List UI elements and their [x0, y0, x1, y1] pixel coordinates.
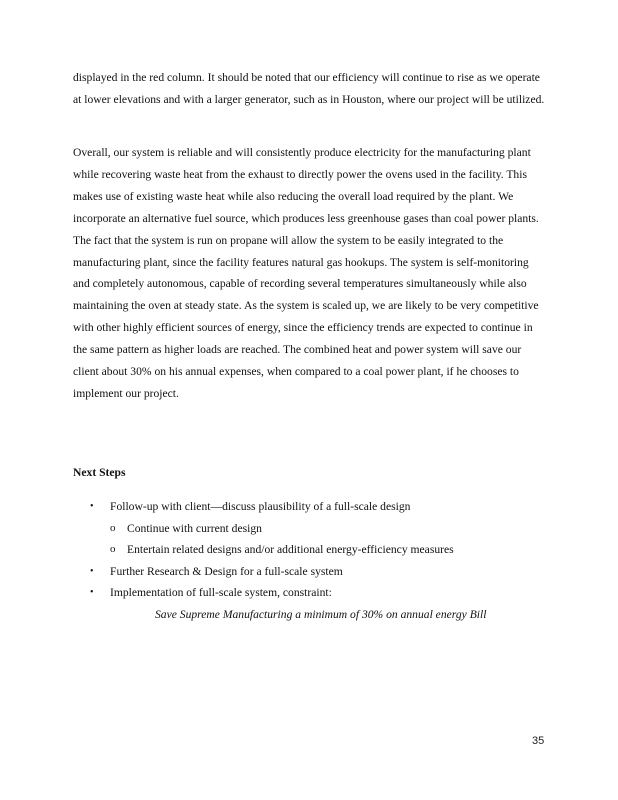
- list-item: [90, 496, 560, 518]
- circle-bullet-icon: o: [110, 521, 116, 534]
- sub-list-item-text: Continue with current design: [127, 521, 262, 535]
- list-item-text: Further Research & Design for a full-scale system: [110, 564, 343, 578]
- sub-list: [90, 518, 560, 561]
- body-paragraph-1: displayed in the red column. It should be noted that our efficiency will continue to rise as we operate at lower elevations and with a larger generator, such as in Houston, where our project will be utilized.: [73, 71, 545, 106]
- bullet-icon: •: [90, 565, 94, 577]
- page-number: 35: [532, 735, 545, 747]
- list-item: [90, 582, 560, 625]
- sub-list-item: [90, 518, 560, 540]
- bullet-icon: •: [90, 501, 94, 512]
- sub-list-item: [90, 539, 560, 561]
- sub-list-container: [90, 518, 560, 561]
- sub-list-item-text: Entertain related designs and/or additional energy-efficiency measures: [127, 543, 454, 556]
- constraint-statement: Save Supreme Manufacturing a minimum of 30% on annual energy Bill: [155, 607, 487, 621]
- list-item-text: Implementation of full-scale system, constraint:: [110, 586, 332, 599]
- bullet-icon: •: [90, 587, 94, 598]
- circle-bullet-icon: o: [110, 543, 116, 555]
- next-steps-heading: Next Steps: [73, 466, 126, 479]
- list-item: [90, 561, 560, 583]
- list-item-text: Follow-up with client—discuss plausibility of a full-scale design: [110, 500, 411, 513]
- next-steps-list: [90, 496, 560, 625]
- body-paragraph-2: Overall, our system is reliable and will consistently produce electricity for the manufacturing plant while recovering waste heat from the exhaust to directly power the ovens used in the facility. This makes use of existing waste heat while also reducing the overall load required by the plant. We incorporate an alternative fuel source, which produces less greenhouse gases than coal power plants. The fact that the system is run on propane will allow the system to be easily integrated to the manufacturing plant, since the facility features natural gas hookups. The system is self-monitoring and completely autonomous, capable of recording several temperatures simultaneously while also maintaining the oven at steady state. As the system is scaled up, we are likely to be very competitive with other highly efficient sources of energy, since the efficiency trends are expected to continue in the same pattern as higher loads are reached. The combined heat and power system will save our client about 30% on his annual expenses, when compared to a coal power plant, if he chooses to implement our project.: [73, 146, 539, 400]
